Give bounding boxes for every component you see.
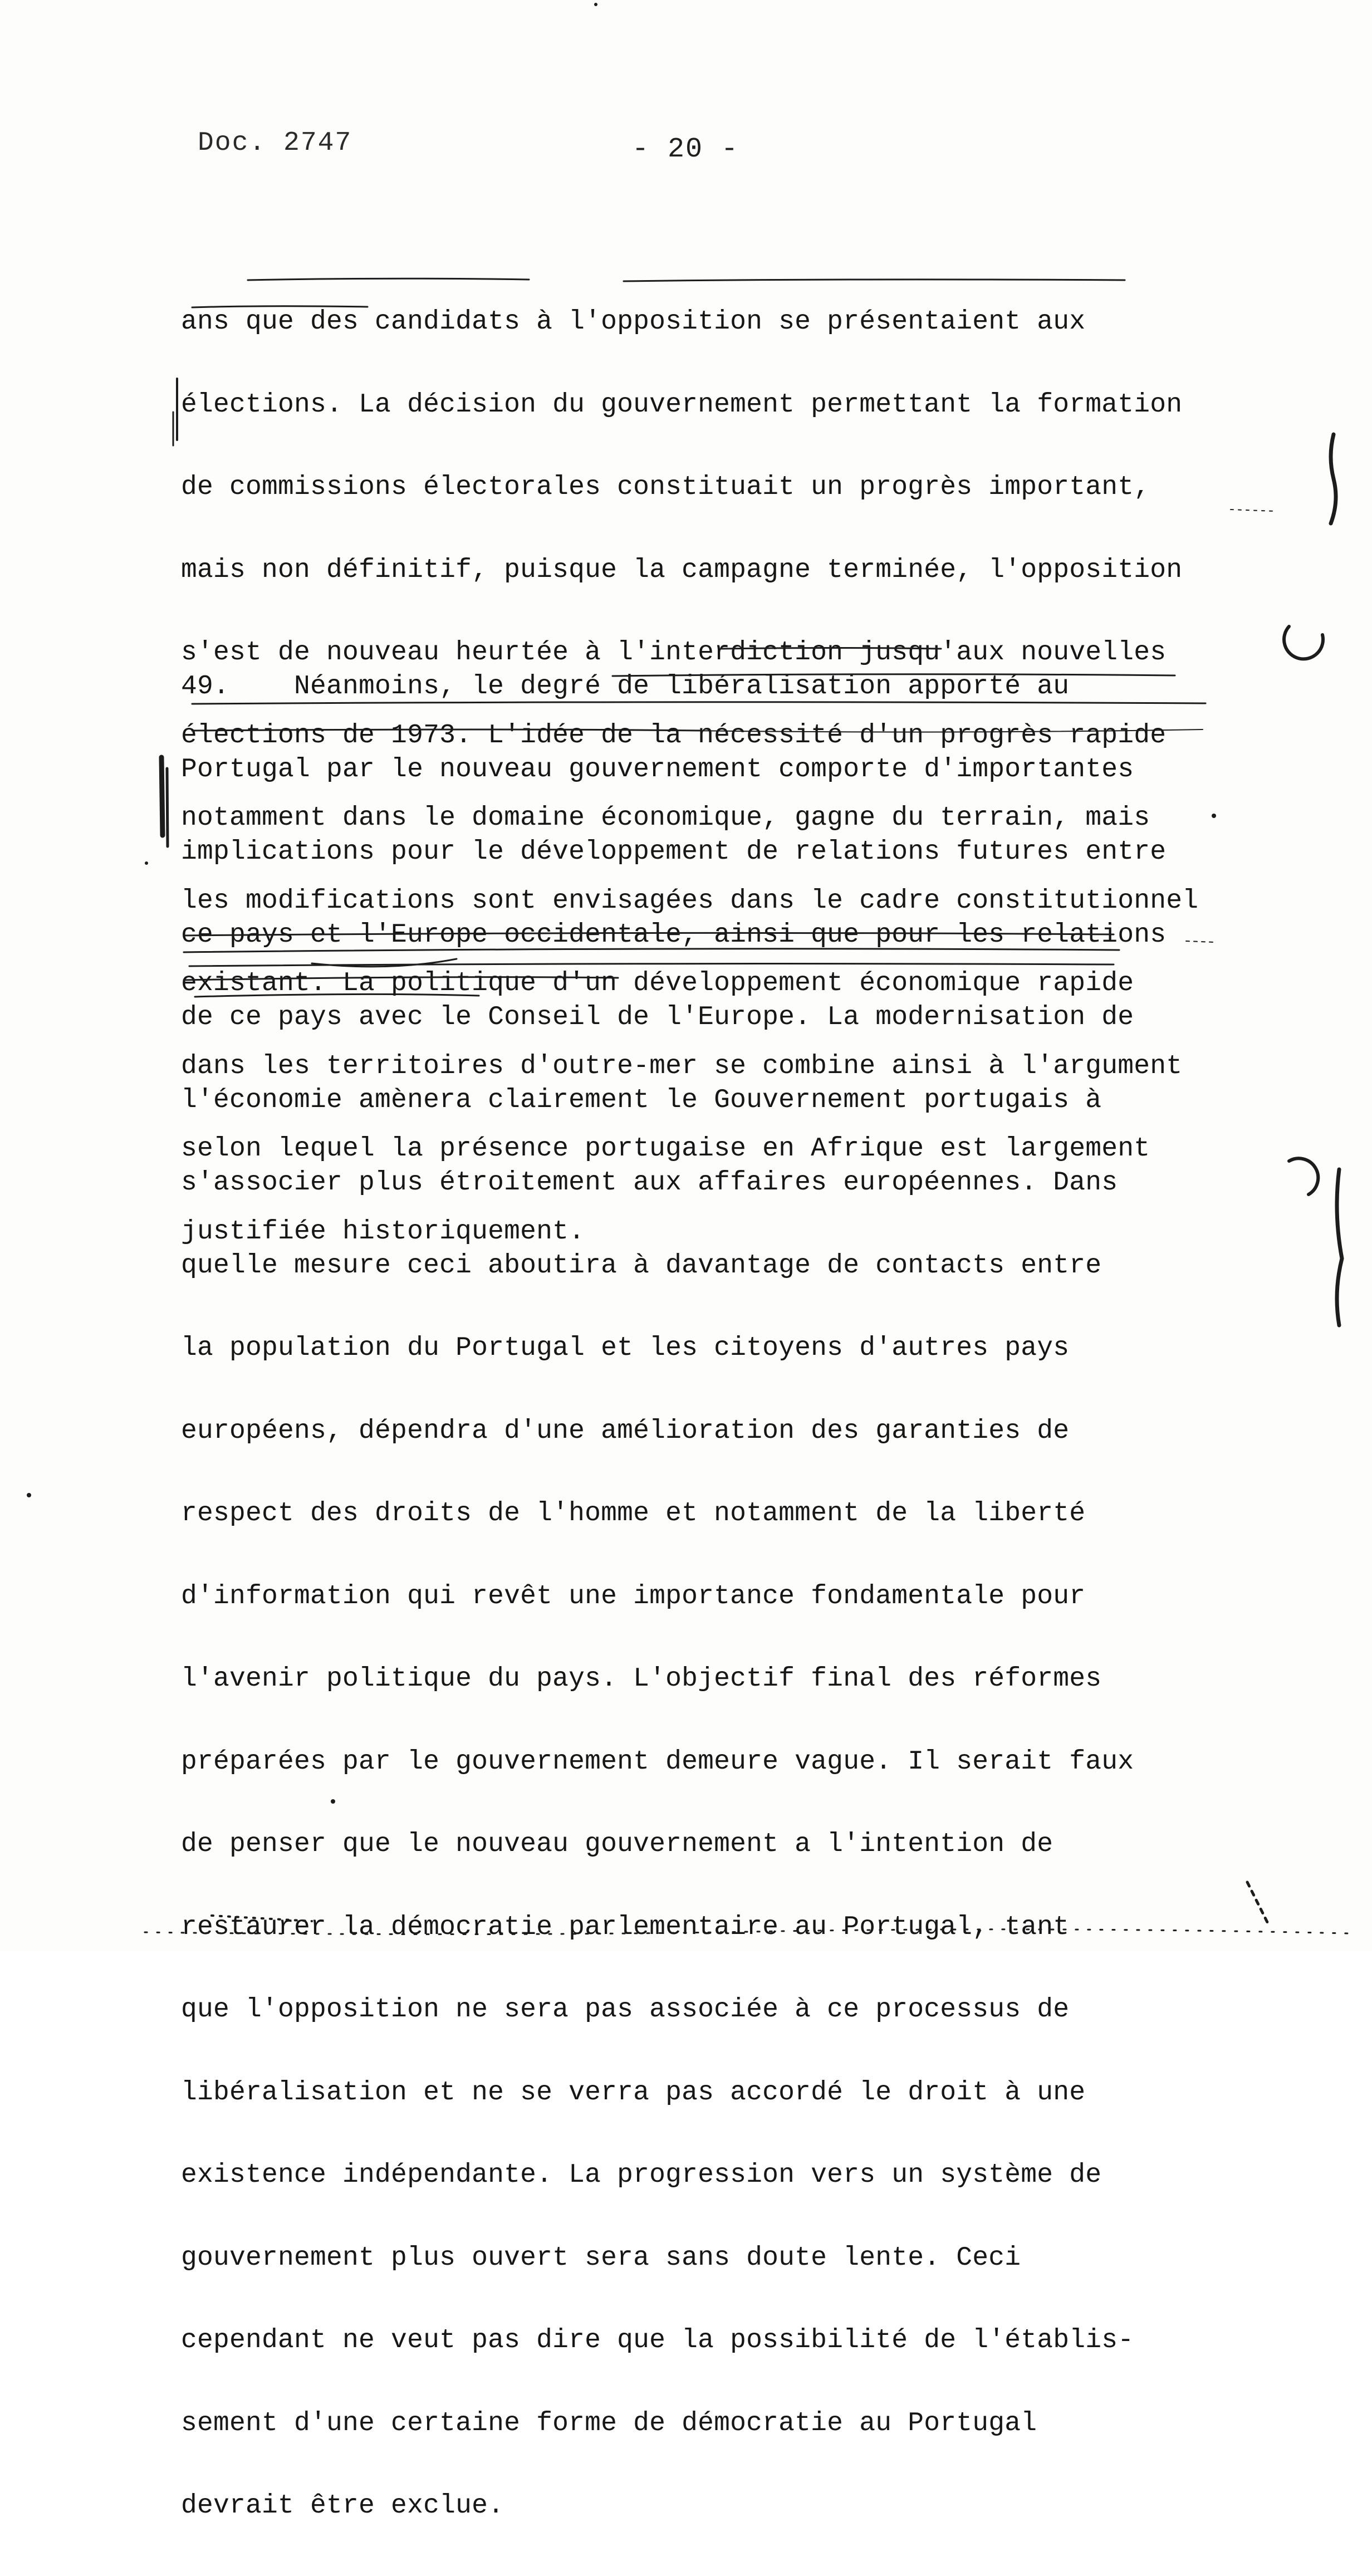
margin-bar-mark [161,757,163,835]
text-line: les modifications sont envisagées dans le cadre constitutionnel [181,885,1199,916]
text-line: de ce pays avec le Conseil de l'Europe. La modernisation de [181,1002,1134,1032]
text-line: préparées par le gouvernement demeure vague. Il serait faux [181,1746,1134,1777]
text-line: dans les territoires d'outre-mer se combine ainsi à l'argument [181,1051,1183,1081]
ink-dot-mark [594,3,597,6]
text-line: l'avenir politique du pays. L'objectif final des réformes [181,1664,1102,1694]
punch-hole-mark [1289,1158,1318,1194]
ink-dot-mark [145,861,148,865]
text-line: la population du Portugal et les citoyens d'autres pays [181,1333,1070,1363]
text-line: sement d'une certaine forme de démocratie au Portugal [181,2408,1037,2438]
text-line: quelle mesure ceci aboutira à davantage de contacts entre [181,1250,1102,1281]
document-reference: Doc. 2747 [198,128,352,158]
margin-bar-mark [167,768,168,846]
text-line: ce pays et l'Europe occidentale, ainsi que pour les relations [181,919,1167,950]
text-line: gouvernement plus ouvert sera sans doute lente. Ceci [181,2242,1021,2273]
text-line: que l'opposition ne sera pas associée à ce processus de [181,1995,1070,2025]
text-line: mais non définitif, puisque la campagne terminée, l'opposition [181,555,1183,585]
punch-hole-mark [1284,626,1323,659]
text-line: s'associer plus étroitement aux affaires européennes. Dans [181,1168,1118,1198]
text-line: restaurer la démocratie parlementaire au Portugal, tant [181,1912,1070,1942]
text-line: justifiée historiquement. [181,1216,585,1247]
text-line: implications pour le développement de relations futures entre [181,837,1167,867]
text-line: de penser que le nouveau gouvernement a l'intention de [181,1829,1054,1859]
text-line: respect des droits de l'homme et notamment de la liberté [181,1498,1086,1529]
text-line: de commissions électorales constituait un progrès important, [181,472,1150,502]
text-line: élections de 1973. L'idée de la nécessité d'un progrès rapide [181,720,1167,751]
text-line: devrait être exclue. [181,2491,504,2521]
text-line: l'économie amènera clairement le Gouvernement portugais à [181,1085,1102,1115]
binding-mark [1337,1169,1342,1325]
text-line: ans que des candidats à l'opposition se présentaient aux [181,307,1086,337]
text-line: s'est de nouveau heurtée à l'interdiction jusqu'aux nouvelles [181,638,1167,668]
text-line: selon lequel la présence portugaise en Afrique est largement [181,1134,1150,1164]
text-line: européens, dépendra d'une amélioration des garanties de [181,1416,1070,1446]
text-line: 49. Néanmoins, le degré de libéralisation apporté au [181,672,1070,702]
paragraph-49 [181,618,1267,2575]
text-line: libéralisation et ne se verra pas accordé le droit à une [181,2077,1086,2108]
text-line: d'information qui revêt une importance fondamentale pour [181,1581,1086,1612]
ink-dot-mark [27,1493,31,1497]
text-line: cependant ne veut pas dire que la possibilité de l'établis- [181,2325,1134,2355]
text-line: existence indépendante. La progression vers un système de [181,2160,1102,2190]
text-line: notamment dans le domaine économique, gagne du terrain, mais [181,803,1150,833]
text-line: élections. La décision du gouvernement permettant la formation [181,389,1183,420]
binding-mark [1331,434,1336,523]
page-number: - 20 - [632,134,739,165]
text-line: Portugal par le nouveau gouvernement comporte d'importantes [181,754,1134,785]
text-line: existant. La politique d'un développement économique rapide [181,968,1134,998]
